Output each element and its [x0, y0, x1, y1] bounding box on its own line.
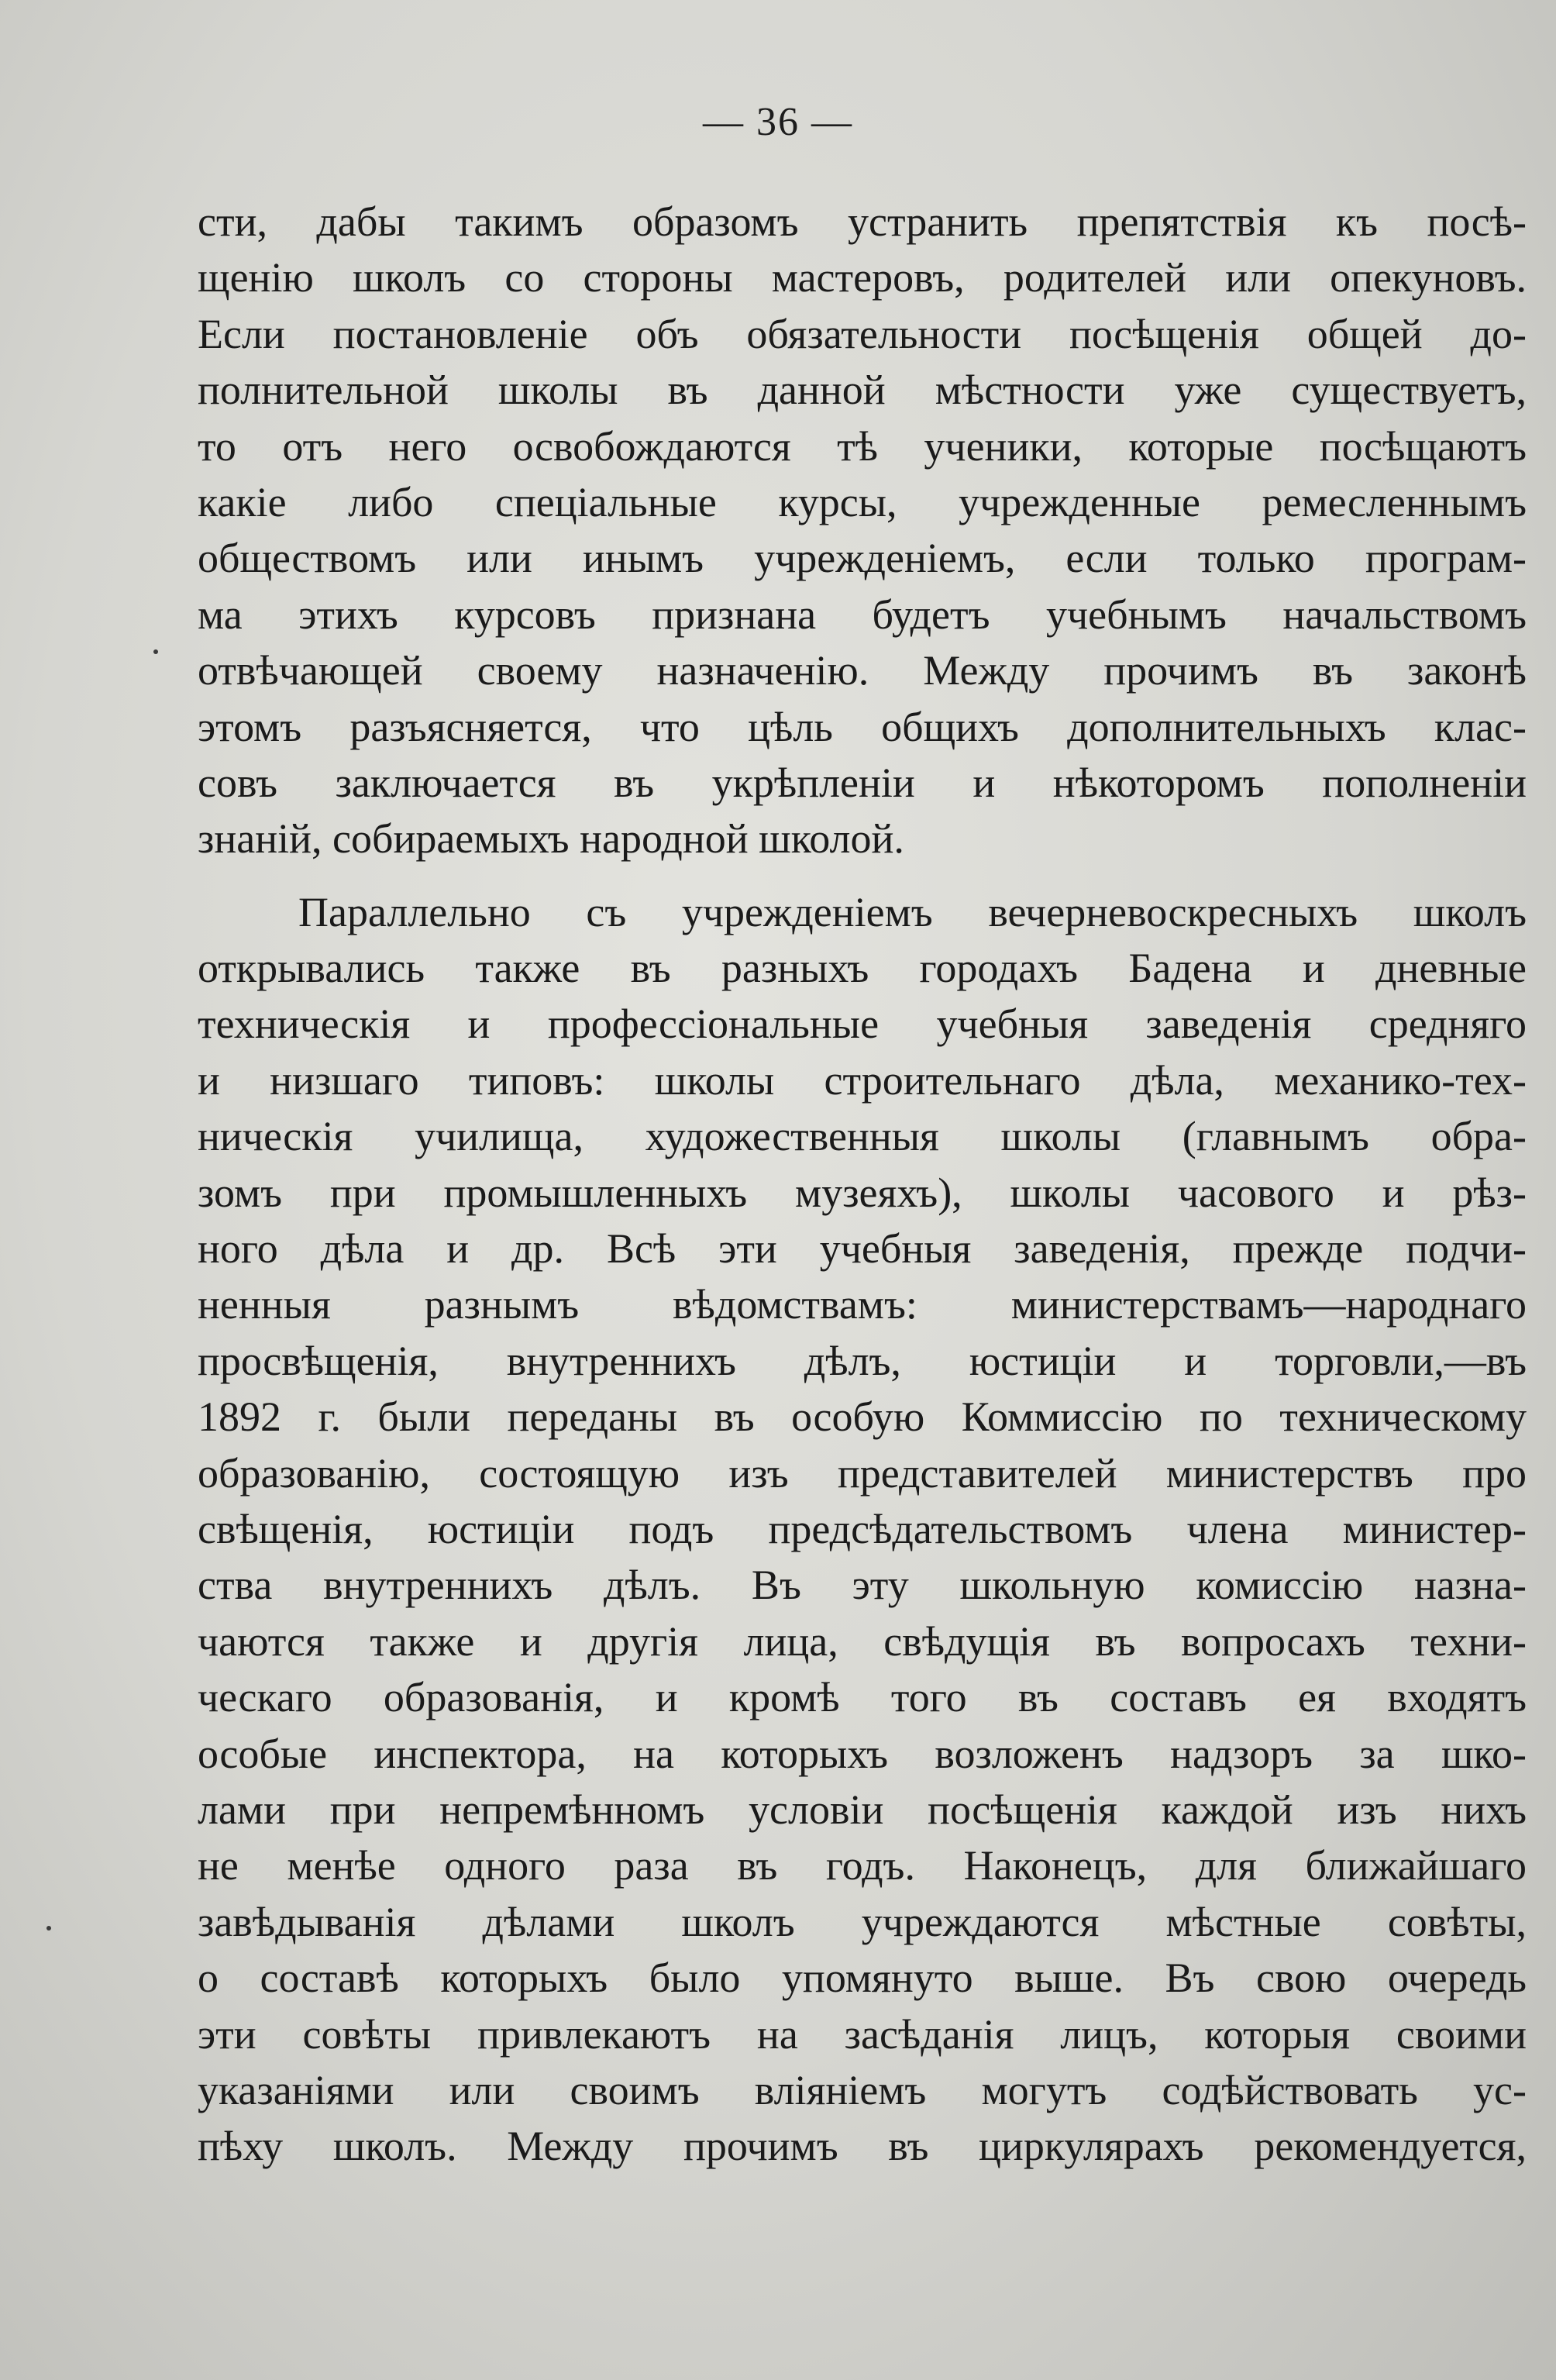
text-line: не менѣе одного раза въ годъ. Наконецъ, для ближайшаго: [198, 1842, 1527, 1889]
text-line: свѣщенія, юстиціи подъ предсѣдательствомъ члена министер-: [198, 1505, 1527, 1552]
text-line: Параллельно съ учрежденіемъ вечерневоскресныхъ школъ: [298, 888, 1527, 935]
text-line: то отъ него освобождаются тѣ ученики, которые посѣщаютъ: [198, 422, 1527, 470]
text-line: пѣху школъ. Между прочимъ въ циркулярахъ рекомендуется,: [198, 2123, 1527, 2170]
paragraph-2: [198, 884, 1527, 2175]
body-text: [198, 194, 1527, 2175]
text-line: образованію, состоящую изъ представителей министерствъ про: [198, 1449, 1527, 1497]
text-line: обществомъ или инымъ учрежденіемъ, если только програм-: [198, 535, 1527, 582]
text-line: полнительной школы въ данной мѣстности уже существуетъ,: [198, 367, 1527, 414]
text-line: указаніями или своимъ вліяніемъ могутъ содѣйствовать ус-: [198, 2066, 1527, 2113]
text-line: сти, дабы такимъ образомъ устранить препятствія къ посѣ-: [198, 198, 1527, 245]
text-line: Если постановленіе объ обязательности посѣщенія общей до-: [198, 310, 1527, 357]
text-line: лами при непремѣнномъ условіи посѣщенія каждой изъ нихъ: [198, 1786, 1527, 1833]
text-line: знаній, собираемыхъ народной школой.: [198, 815, 904, 863]
text-line: эти совѣты привлекаютъ на засѣданія лицъ, которыя своими: [198, 2010, 1527, 2058]
text-line: и низшаго типовъ: школы строительнаго дѣла, механико-тех-: [198, 1056, 1527, 1104]
text-line: 1892 г. были переданы въ особую Коммиссію по техническому: [198, 1393, 1527, 1441]
paper-speck: [153, 649, 158, 654]
page-number: — 36 —: [703, 100, 853, 144]
text-line: ческаго образованія, и кромѣ того въ составъ ея входятъ: [198, 1674, 1527, 1721]
paragraph-gap: [198, 867, 1527, 884]
text-line: техническія и профессіональные учебныя заведенія средняго: [198, 1001, 1527, 1048]
text-line: какіе либо спеціальные курсы, учрежденные ремесленнымъ: [198, 478, 1527, 525]
text-line: просвѣщенія, внутреннихъ дѣлъ, юстиціи и торговли,—въ: [198, 1337, 1527, 1384]
text-line: зомъ при промышленныхъ музеяхъ), школы часового и рѣз-: [198, 1169, 1527, 1216]
text-line: ническія училища, художественныя школы (главнымъ обра-: [198, 1113, 1527, 1160]
text-line: о составѣ которыхъ было упомянуто выше. Въ свою очередь: [198, 1955, 1527, 2002]
text-line: ного дѣла и др. Всѣ эти учебныя заведенія, прежде подчи-: [198, 1225, 1527, 1273]
paragraph-1: [198, 194, 1527, 867]
paper-speck: [46, 1926, 51, 1931]
text-line: завѣдыванія дѣлами школъ учреждаются мѣстные совѣты,: [198, 1898, 1527, 1945]
text-line: отвѣчающей своему назначенію. Между прочимъ въ законѣ: [198, 647, 1527, 694]
text-line: совъ заключается въ укрѣпленіи и нѣкоторомъ пополненіи: [198, 759, 1527, 806]
text-line: ма этихъ курсовъ признана будетъ учебнымъ начальствомъ: [198, 591, 1527, 638]
text-line: открывались также въ разныхъ городахъ Бадена и дневные: [198, 945, 1527, 992]
text-line: ненныя разнымъ вѣдомствамъ: министерствамъ—народнаго: [198, 1281, 1527, 1328]
text-line: особые инспектора, на которыхъ возложенъ надзоръ за шко-: [198, 1730, 1527, 1777]
text-line: щенію школъ со стороны мастеровъ, родителей или опекуновъ.: [198, 254, 1527, 301]
text-line: этомъ разъясняется, что цѣль общихъ дополнительныхъ клас-: [198, 703, 1527, 750]
text-line: ства внутреннихъ дѣлъ. Въ эту школьную комиссію назна-: [198, 1562, 1527, 1609]
text-line: чаются также и другія лица, свѣдущія въ вопросахъ техни-: [198, 1617, 1527, 1665]
